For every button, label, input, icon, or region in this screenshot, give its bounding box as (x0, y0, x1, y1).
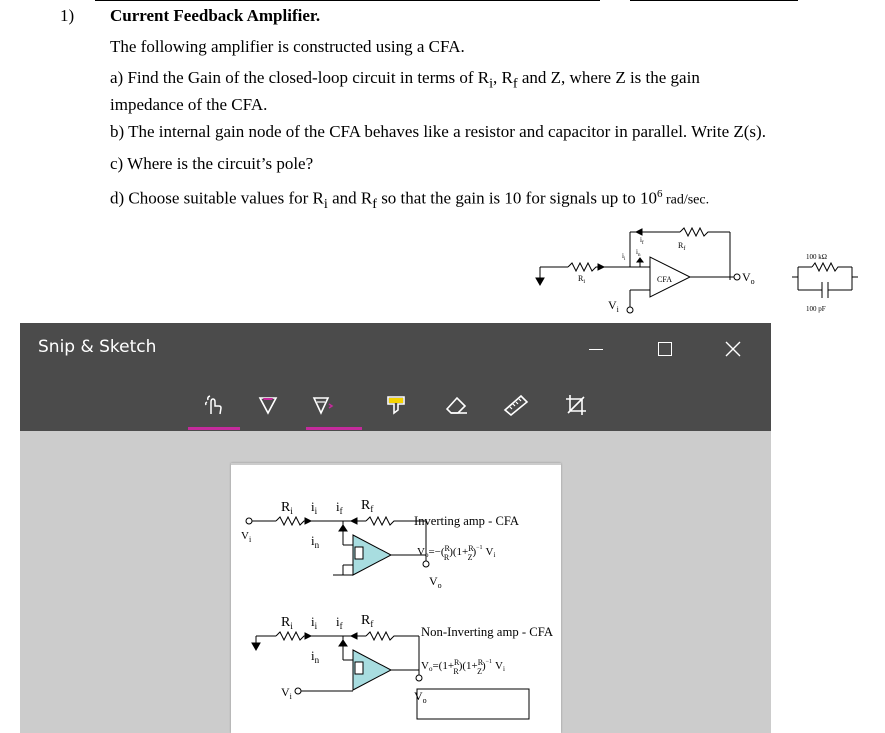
pencil-icon (310, 393, 334, 417)
snip-inv-ii-label: $i_i$ (311, 499, 318, 516)
question-number: 1) (60, 6, 75, 25)
snip-circuits (231, 463, 561, 733)
touch-writing-button[interactable] (188, 381, 240, 429)
part-b-text: b) The internal gain node of the CFA behaves like a resistor and capacitor in parallel. Write Z(s). (110, 122, 766, 141)
top-rule-right (630, 0, 798, 1)
snip-noninv-title: Non-Inverting amp - CFA (421, 624, 554, 639)
close-button[interactable] (710, 331, 756, 367)
cfa-circuit-diagram (530, 212, 860, 317)
if-label: $i_f$ (640, 236, 644, 246)
highlighter-icon (385, 394, 407, 416)
snip-canvas[interactable] (231, 463, 561, 733)
title-bar[interactable] (20, 323, 771, 431)
maximize-icon (658, 342, 672, 356)
ii-label: $i_i$ (622, 252, 626, 262)
snip-noninv-vi-label: $V_i$ (281, 685, 292, 701)
app-title: Snip & Sketch (38, 337, 157, 357)
snip-noninv-ri-label: $R_i$ (281, 615, 293, 631)
vi-label: $V_i$ (608, 298, 619, 314)
snip-inv-if-label: $i_f$ (336, 499, 343, 516)
ballpoint-pen-icon (257, 394, 279, 416)
snip-sketch-window (20, 323, 771, 733)
snip-noninv-if-label: $i_f$ (336, 614, 343, 631)
ruler-button[interactable] (490, 381, 542, 429)
active-tool-indicator-pencil (306, 427, 362, 430)
eraser-button[interactable] (430, 381, 482, 429)
snip-noninv-ii-label: $i_i$ (311, 614, 318, 631)
minimize-icon (589, 349, 603, 350)
top-rule-left (95, 0, 600, 1)
snip-inv-ri-label: $R_i$ (281, 500, 293, 516)
crop-button[interactable] (550, 381, 602, 429)
part-d-text: d) Choose suitable values for $R_i$ and $R_f$ so that the gain is 10 for signals up to $10^6$ rad/sec. (110, 188, 710, 213)
vo-label: $V_o$ (742, 270, 755, 286)
snip-inv-vo-label: $V_o$ (429, 574, 442, 590)
resistor-value: 100 kΩ (806, 253, 827, 261)
snip-inv-title: Inverting amp - CFA (414, 513, 520, 528)
snip-inv-in-label: $i_n$ (311, 533, 320, 550)
crop-icon (564, 393, 588, 417)
snip-noninv-in-label: $i_n$ (311, 648, 320, 665)
active-tool-indicator-touch (188, 427, 240, 430)
eraser-icon (443, 394, 469, 416)
intro-text: The following amplifier is constructed using a CFA. (110, 37, 465, 56)
snip-noninv-vo-label: $V_o$ (414, 689, 427, 705)
snip-noninv-formula: Vo=(1+$^R$ R)(1+$^R$ Z)$^{-1}$ Vi (421, 658, 505, 676)
ri-label: $R_i$ (578, 274, 586, 285)
ballpoint-pen-button[interactable] (242, 381, 294, 429)
highlighter-button[interactable] (370, 381, 422, 429)
capacitor-value: 100 pF (806, 305, 826, 313)
close-icon (725, 341, 741, 357)
cfa-label: CFA (657, 275, 672, 284)
in-label: $i_n$ (636, 248, 641, 258)
question-heading: Current Feedback Amplifier. (110, 6, 321, 25)
snip-inv-vi-label: $V_i$ (241, 530, 252, 544)
maximize-button[interactable] (642, 331, 688, 367)
rf-label: $R_f$ (678, 241, 686, 252)
ruler-icon (503, 394, 529, 416)
part-a-text: a) Find the Gain of the closed-loop circuit in terms of $R_i$, $R_f$ and Z, where Z is the gain impedance of the CFA. (110, 68, 700, 115)
pencil-button[interactable] (296, 381, 348, 429)
minimize-button[interactable] (573, 331, 619, 367)
snip-inv-rf-label: $R_f$ (361, 498, 374, 514)
touch-writing-icon (203, 394, 225, 416)
part-c-text: c) Where is the circuit’s pole? (110, 154, 314, 173)
snip-noninv-rf-label: $R_f$ (361, 613, 374, 629)
snip-inv-formula: Vo=−($^R$ R)(1+$^R$ Z)$^{-1}$ Vi (417, 544, 496, 562)
